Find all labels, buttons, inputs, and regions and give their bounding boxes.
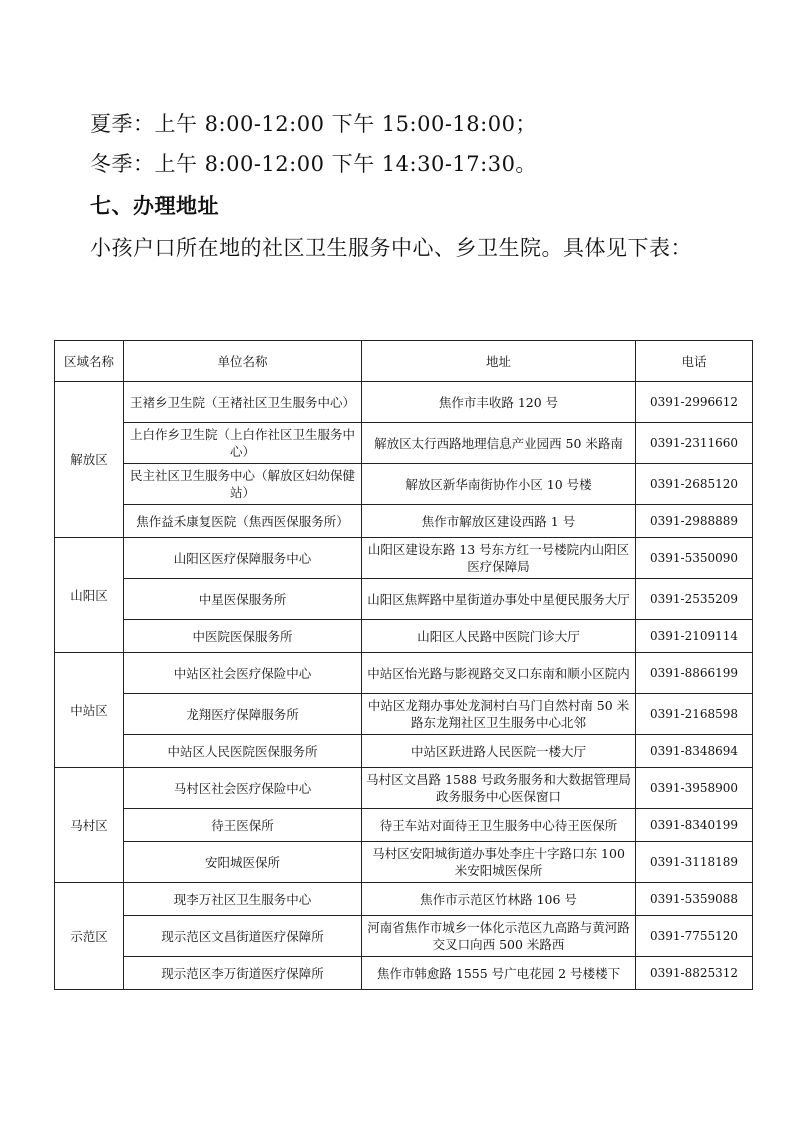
phone-cell: 0391-2996612: [636, 382, 753, 423]
address-cell: 山阳区人民路中医院门诊大厅: [362, 620, 636, 653]
header-district: 区域名称: [55, 341, 124, 382]
header-phone: 电话: [636, 341, 753, 382]
summer-hours: 夏季：上午 8:00-12:00 下午 15:00-18:00；: [90, 112, 537, 136]
table-row: [55, 957, 753, 990]
table-row: [55, 382, 753, 423]
table-row: [55, 916, 753, 957]
table-header-row: [55, 341, 753, 382]
header-unit: 单位名称: [124, 341, 362, 382]
unit-cell: 现示范区李万街道医疗保障所: [124, 957, 362, 990]
phone-cell: 0391-8866199: [636, 653, 753, 694]
unit-cell: 中医院医保服务所: [124, 620, 362, 653]
table-row: [55, 653, 753, 694]
header-address: 地址: [362, 341, 636, 382]
winter-hours: 冬季：上午 8:00-12:00 下午 14:30-17:30。: [90, 152, 537, 176]
district-cell: 山阳区: [55, 538, 124, 653]
table-row: [55, 768, 753, 809]
address-cell: 山阳区建设东路 13 号东方红一号楼院内山阳区医疗保障局: [362, 538, 636, 579]
phone-cell: 0391-7755120: [636, 916, 753, 957]
unit-cell: 现示范区文昌街道医疗保障所: [124, 916, 362, 957]
phone-cell: 0391-8348694: [636, 735, 753, 768]
phone-cell: 0391-2988889: [636, 505, 753, 538]
address-table: [54, 340, 753, 990]
unit-cell: 龙翔医疗保障服务所: [124, 694, 362, 735]
address-cell: 马村区文昌路 1588 号政务服务和大数据管理局政务服务中心医保窗口: [362, 768, 636, 809]
table-row: [55, 809, 753, 842]
address-cell: 中站区跃进路人民医院一楼大厅: [362, 735, 636, 768]
table-row: [55, 579, 753, 620]
unit-cell: 马村区社会医疗保险中心: [124, 768, 362, 809]
district-cell: 马村区: [55, 768, 124, 883]
phone-cell: 0391-2535209: [636, 579, 753, 620]
unit-cell: 焦作益禾康复医院（焦西医保服务所）: [124, 505, 362, 538]
table-row: [55, 538, 753, 579]
address-cell: 焦作市丰收路 120 号: [362, 382, 636, 423]
address-cell: 山阳区焦辉路中星街道办事处中星便民服务大厅: [362, 579, 636, 620]
phone-cell: 0391-3958900: [636, 768, 753, 809]
address-cell: 待王车站对面待王卫生服务中心待王医保所: [362, 809, 636, 842]
address-cell: 河南省焦作市城乡一体化示范区九高路与黄河路交叉口向西 500 米路西: [362, 916, 636, 957]
phone-cell: 0391-8340199: [636, 809, 753, 842]
unit-cell: 王褚乡卫生院（王褚社区卫生服务中心）: [124, 382, 362, 423]
table-row: [55, 842, 753, 883]
unit-cell: 中星医保服务所: [124, 579, 362, 620]
table-row: [55, 735, 753, 768]
phone-cell: 0391-2685120: [636, 464, 753, 505]
unit-cell: 中站区人民医院医保服务所: [124, 735, 362, 768]
phone-cell: 0391-5359088: [636, 883, 753, 916]
table-row: [55, 883, 753, 916]
unit-cell: 山阳区医疗保障服务中心: [124, 538, 362, 579]
table-row: [55, 464, 753, 505]
table-row: [55, 505, 753, 538]
district-cell: 示范区: [55, 883, 124, 990]
unit-cell: 民主社区卫生服务中心（解放区妇幼保健站）: [124, 464, 362, 505]
unit-cell: 中站区社会医疗保险中心: [124, 653, 362, 694]
address-cell: 马村区安阳城街道办事处李庄十字路口东 100 米安阳城医保所: [362, 842, 636, 883]
address-cell: 中站区龙翔办事处龙洞村白马门自然村南 50 米路东龙翔社区卫生服务中心北邻: [362, 694, 636, 735]
unit-cell: 待王医保所: [124, 809, 362, 842]
address-cell: 焦作市示范区竹林路 106 号: [362, 883, 636, 916]
section-heading: 七、办理地址: [90, 194, 219, 218]
phone-cell: 0391-3118189: [636, 842, 753, 883]
address-cell: 焦作市韩愈路 1555 号广电花园 2 号楼楼下: [362, 957, 636, 990]
phone-cell: 0391-2311660: [636, 423, 753, 464]
address-cell: 解放区太行西路地理信息产业园西 50 米路南: [362, 423, 636, 464]
address-cell: 焦作市解放区建设西路 1 号: [362, 505, 636, 538]
table-row: [55, 423, 753, 464]
unit-cell: 安阳城医保所: [124, 842, 362, 883]
phone-cell: 0391-2168598: [636, 694, 753, 735]
unit-cell: 上白作乡卫生院（上白作社区卫生服务中心）: [124, 423, 362, 464]
phone-cell: 0391-8825312: [636, 957, 753, 990]
phone-cell: 0391-5350090: [636, 538, 753, 579]
table-row: [55, 694, 753, 735]
district-cell: 中站区: [55, 653, 124, 768]
table-row: [55, 620, 753, 653]
address-cell: 解放区新华南街协作小区 10 号楼: [362, 464, 636, 505]
intro-text: 小孩户口所在地的社区卫生服务中心、乡卫生院。具体见下表：: [90, 236, 692, 260]
phone-cell: 0391-2109114: [636, 620, 753, 653]
district-cell: 解放区: [55, 382, 124, 538]
address-cell: 中站区怡光路与影视路交叉口东南和顺小区院内: [362, 653, 636, 694]
unit-cell: 现李万社区卫生服务中心: [124, 883, 362, 916]
